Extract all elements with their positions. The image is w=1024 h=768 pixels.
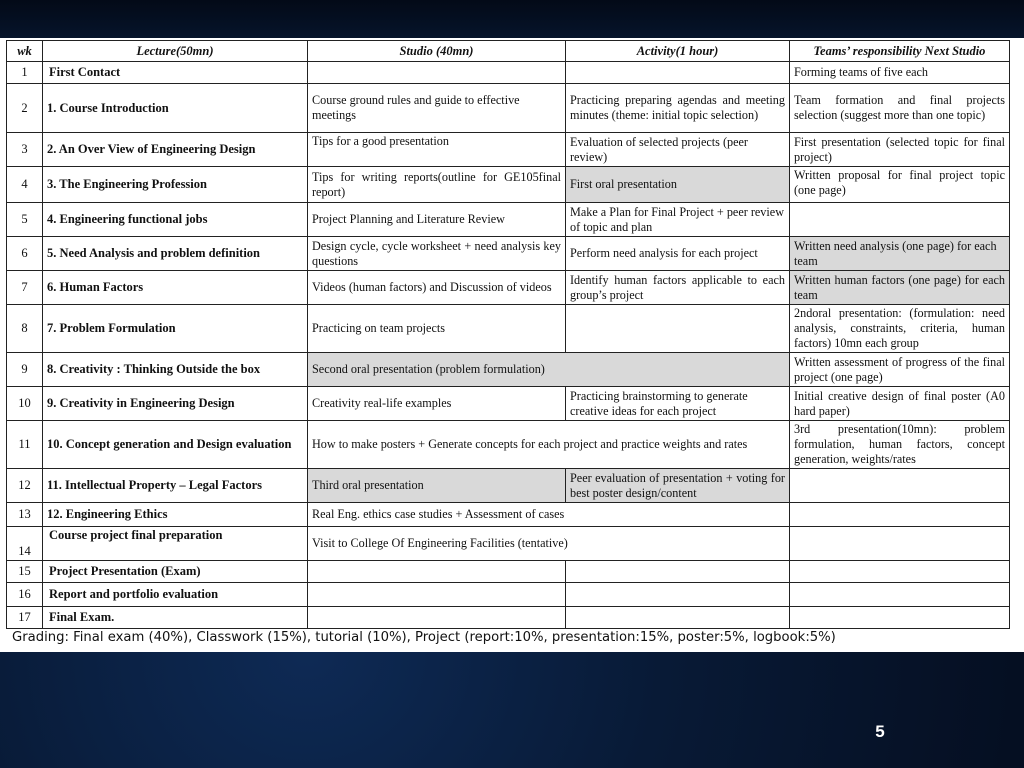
table-row xyxy=(7,133,1010,167)
studio-cell: Tips for a good presentation xyxy=(308,133,566,167)
header-activity: Activity(1 hour) xyxy=(566,41,790,62)
header-lecture: Lecture(50mn) xyxy=(43,41,308,62)
wk-cell: 1 xyxy=(7,62,43,84)
schedule-sheet xyxy=(0,38,1024,652)
lecture-cell: Course project final preparation xyxy=(43,527,308,561)
activity-cell: First oral presentation xyxy=(566,167,790,203)
teams-cell xyxy=(790,469,1010,503)
teams-cell xyxy=(790,561,1010,583)
table-row xyxy=(7,607,1010,629)
wk-cell: 10 xyxy=(7,387,43,421)
teams-cell: Written human factors (one page) for each team xyxy=(790,271,1010,305)
table-row xyxy=(7,203,1010,237)
header-wk: wk xyxy=(7,41,43,62)
studio-cell: Creativity real-life examples xyxy=(308,387,566,421)
activity-cell xyxy=(566,305,790,353)
table-row xyxy=(7,583,1010,607)
lecture-cell: Project Presentation (Exam) xyxy=(43,561,308,583)
wk-cell: 6 xyxy=(7,237,43,271)
teams-cell: Forming teams of five each xyxy=(790,62,1010,84)
teams-cell xyxy=(790,203,1010,237)
studio-cell: Tips for writing reports(outline for GE105final report) xyxy=(308,167,566,203)
wk-cell: 13 xyxy=(7,503,43,527)
wk-cell: 3 xyxy=(7,133,43,167)
studio-cell: Course ground rules and guide to effective meetings xyxy=(308,84,566,133)
activity-cell xyxy=(566,62,790,84)
slide-top-band xyxy=(0,0,1024,38)
lecture-cell: 3. The Engineering Profession xyxy=(43,167,308,203)
table-row xyxy=(7,353,1010,387)
table-row xyxy=(7,421,1010,469)
wk-cell: 16 xyxy=(7,583,43,607)
activity-cell xyxy=(566,583,790,607)
table-row xyxy=(7,167,1010,203)
wk-cell: 7 xyxy=(7,271,43,305)
lecture-cell: 8. Creativity : Thinking Outside the box xyxy=(43,353,308,387)
activity-cell: Practicing preparing agendas and meeting minutes (theme: initial topic selection) xyxy=(566,84,790,133)
lecture-cell: 6. Human Factors xyxy=(43,271,308,305)
activity-cell xyxy=(566,561,790,583)
activity-cell: Practicing brainstorming to generate creative ideas for each project xyxy=(566,387,790,421)
wk-cell: 4 xyxy=(7,167,43,203)
studio-cell: Design cycle, cycle worksheet + need analysis key questions xyxy=(308,237,566,271)
studio-activity-cell: Second oral presentation (problem formulation) xyxy=(308,353,790,387)
wk-cell: 2 xyxy=(7,84,43,133)
table-row xyxy=(7,305,1010,353)
teams-cell xyxy=(790,527,1010,561)
teams-cell xyxy=(790,583,1010,607)
table-row xyxy=(7,561,1010,583)
table-row xyxy=(7,469,1010,503)
teams-cell: Written need analysis (one page) for each team xyxy=(790,237,1010,271)
table-row xyxy=(7,271,1010,305)
studio-cell xyxy=(308,62,566,84)
activity-cell: Perform need analysis for each project xyxy=(566,237,790,271)
wk-cell: 17 xyxy=(7,607,43,629)
wk-cell: 8 xyxy=(7,305,43,353)
teams-cell xyxy=(790,503,1010,527)
teams-cell: 3rd presentation(10mn): problem formulation, human factors, concept generation, weights/rates xyxy=(790,421,1010,469)
studio-cell xyxy=(308,607,566,629)
wk-cell: 11 xyxy=(7,421,43,469)
table-row xyxy=(7,237,1010,271)
table-row xyxy=(7,84,1010,133)
studio-activity-cell: Visit to College Of Engineering Facilities (tentative) xyxy=(308,527,790,561)
teams-cell xyxy=(790,607,1010,629)
teams-cell: Written assessment of progress of the final project (one page) xyxy=(790,353,1010,387)
wk-cell: 5 xyxy=(7,203,43,237)
lecture-cell: 4. Engineering functional jobs xyxy=(43,203,308,237)
lecture-cell: 9. Creativity in Engineering Design xyxy=(43,387,308,421)
course-schedule-table xyxy=(6,40,1010,629)
activity-cell xyxy=(566,607,790,629)
header-studio: Studio (40mn) xyxy=(308,41,566,62)
lecture-cell: First Contact xyxy=(43,62,308,84)
activity-cell: Make a Plan for Final Project + peer review of topic and plan xyxy=(566,203,790,237)
wk-cell: 14 xyxy=(7,527,43,561)
lecture-cell: 1. Course Introduction xyxy=(43,84,308,133)
page-number: 5 xyxy=(875,722,885,741)
studio-activity-cell: How to make posters + Generate concepts for each project and practice weights and rates xyxy=(308,421,790,469)
teams-cell: 2ndoral presentation: (formulation: need analysis, constraints, criteria, human factors) 10mn each group xyxy=(790,305,1010,353)
lecture-cell: 11. Intellectual Property – Legal Factors xyxy=(43,469,308,503)
lecture-cell: 7. Problem Formulation xyxy=(43,305,308,353)
wk-cell: 9 xyxy=(7,353,43,387)
lecture-cell: 10. Concept generation and Design evaluation xyxy=(43,421,308,469)
activity-cell: Evaluation of selected projects (peer review) xyxy=(566,133,790,167)
studio-activity-cell: Real Eng. ethics case studies + Assessment of cases xyxy=(308,503,790,527)
studio-cell xyxy=(308,561,566,583)
studio-cell: Videos (human factors) and Discussion of videos xyxy=(308,271,566,305)
header-teams: Teams’ responsibility Next Studio xyxy=(790,41,1010,62)
grading-note: Grading: Final exam (40%), Classwork (15%), tutorial (10%), Project (report:10%, presentation:15%, poster:5%, logbook:5%) xyxy=(12,630,836,645)
studio-cell: Practicing on team projects xyxy=(308,305,566,353)
table-row xyxy=(7,527,1010,561)
table-row xyxy=(7,503,1010,527)
lecture-cell: Final Exam. xyxy=(43,607,308,629)
studio-cell xyxy=(308,583,566,607)
lecture-cell: Report and portfolio evaluation xyxy=(43,583,308,607)
lecture-cell: 2. An Over View of Engineering Design xyxy=(43,133,308,167)
teams-cell: Team formation and final projects selection (suggest more than one topic) xyxy=(790,84,1010,133)
studio-cell: Project Planning and Literature Review xyxy=(308,203,566,237)
teams-cell: First presentation (selected topic for final project) xyxy=(790,133,1010,167)
wk-cell: 15 xyxy=(7,561,43,583)
table-row xyxy=(7,62,1010,84)
studio-cell: Third oral presentation xyxy=(308,469,566,503)
teams-cell: Written proposal for final project topic (one page) xyxy=(790,167,1010,203)
teams-cell: Initial creative design of final poster (A0 hard paper) xyxy=(790,387,1010,421)
wk-cell: 12 xyxy=(7,469,43,503)
lecture-cell: 12. Engineering Ethics xyxy=(43,503,308,527)
activity-cell: Identify human factors applicable to each group’s project xyxy=(566,271,790,305)
activity-cell: Peer evaluation of presentation + voting for best poster design/content xyxy=(566,469,790,503)
table-header-row xyxy=(7,41,1010,62)
table-row xyxy=(7,387,1010,421)
lecture-cell: 5. Need Analysis and problem definition xyxy=(43,237,308,271)
